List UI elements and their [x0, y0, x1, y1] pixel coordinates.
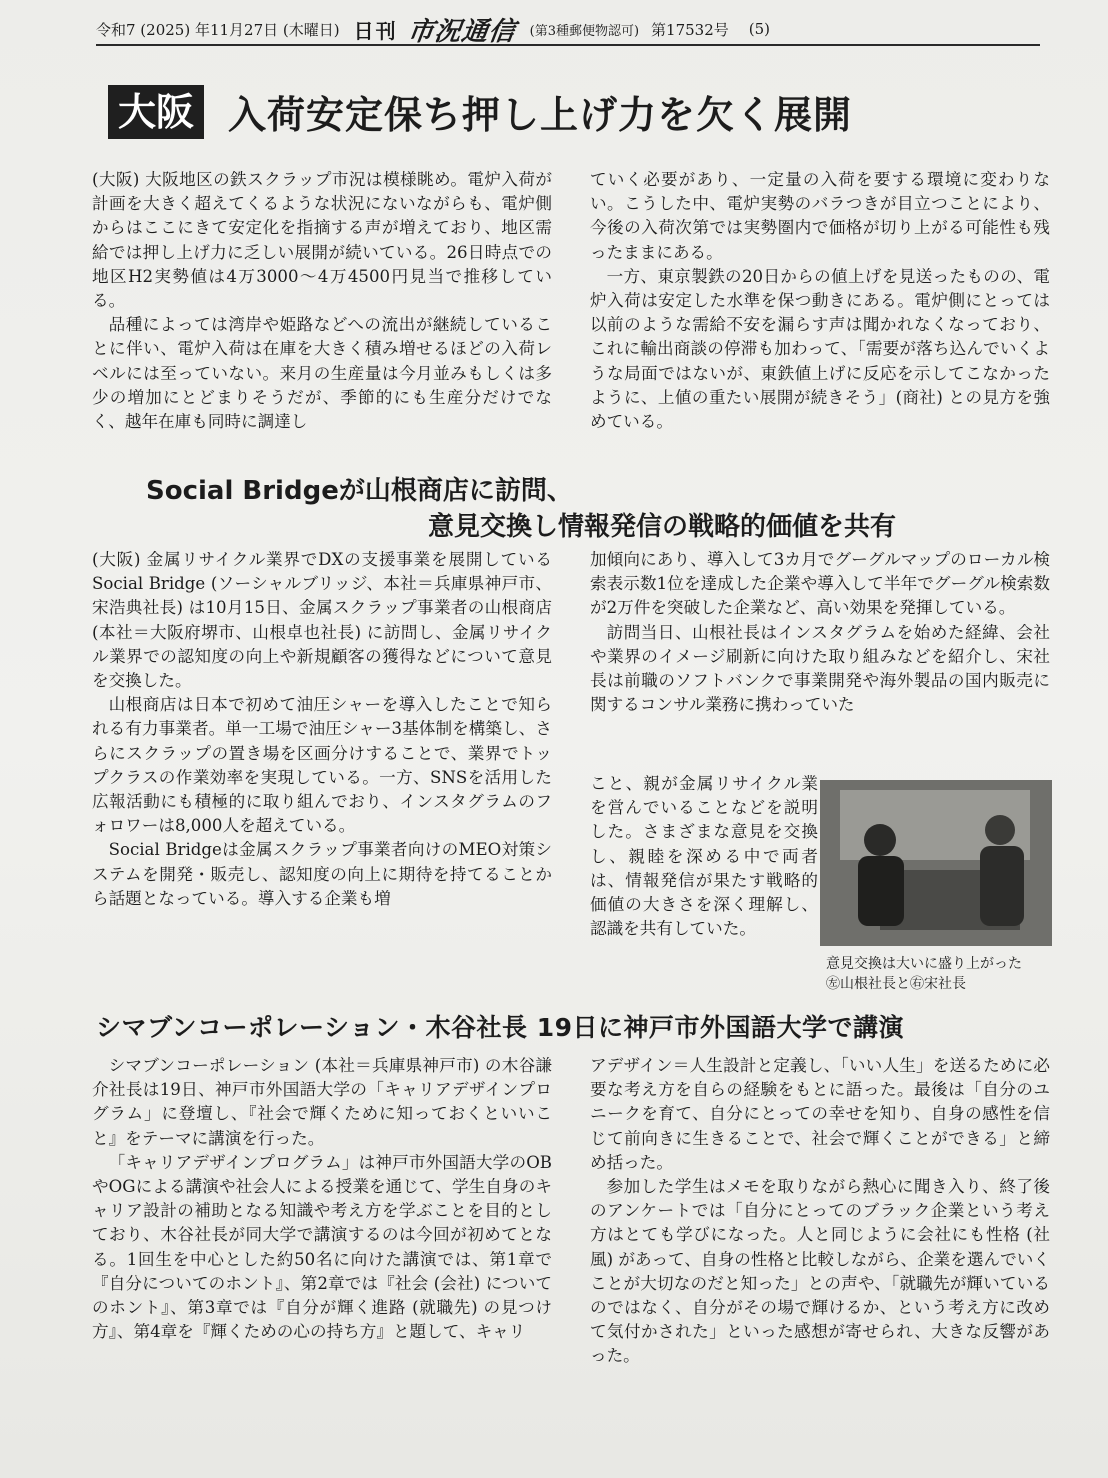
paragraph: 訪問当日、山根社長はインスタグラムを始めた経緯、会社や業界のイメージ刷新に向けた取り組みなどを紹介し、宋社長は前職のソフトバンクで事業開発や海外製品の国内販売に関するコンサル業務に携わっていた	[590, 622, 1050, 715]
brand-small: 日刊	[353, 18, 398, 43]
article2-left-column	[92, 548, 552, 911]
issue-number: 第17532号	[651, 20, 729, 39]
article2-narrow-column	[590, 772, 818, 941]
region-tag: 大阪	[108, 85, 204, 139]
postal-permit: (第3種郵便物認可)	[529, 23, 640, 39]
article3-right-column	[590, 1054, 1050, 1369]
caption-line: ㊧山根社長と㊨宋社長	[826, 976, 966, 992]
article2-right-column	[590, 548, 1050, 717]
paragraph: 一方、東京製鉄の20日からの値上げを見送ったものの、電炉入荷は安定した水準を保つ動きにある。電炉側にとっては以前のような需給不安を漏らす声は聞かれなくなっており、これに輸出商談の停滞も加わって、「需要が落ち込んでいくような局面ではないが、東鉄値上げに反応を示してこなかったように、上値の重たい展開が続きそう」(商社) との見方を強めている。	[590, 266, 1050, 432]
photo-caption	[826, 954, 1058, 994]
masthead	[96, 14, 1040, 46]
paragraph: 参加した学生はメモを取りながら熱心に聞き入り、終了後のアンケートでは「自分にとってのブラック企業という考え方はとても学びになった。人と同じように会社にも性格 (社風) があって、自身の性格と比較しながら、企業を選んでいくことが大切なのだと知った」との声や、「就職先が輝いているのではなく、自分がその場で輝けるか、という考え方に改めて気付かされた」といった感想が寄せられ、大きな反響があった。	[590, 1177, 1050, 1366]
article3-left-column	[92, 1054, 552, 1344]
paragraph: ていく必要があり、一定量の入荷を要する環境に変わりない。こうした中、電炉実勢のバラつきが目立つことにより、今後の入荷次第では実勢圏内で価格が切り上がる可能性も残ったままにある。	[590, 170, 1050, 262]
brand-logo: 市況通信	[405, 16, 518, 47]
article2-title-line1: Social Bridgeが山根商店に訪問、	[146, 476, 573, 506]
article1-title: 入荷安定保ち押し上げ力を欠く展開	[228, 93, 853, 137]
article3-title: シマブンコーポレーション・木谷社長 19日に神戸市外国語大学で講演	[96, 1013, 904, 1042]
caption-line: 意見交換は大いに盛り上がった	[826, 956, 1022, 972]
article1-headline	[108, 84, 852, 139]
paragraph: (大阪) 大阪地区の鉄スクラップ市況は模様眺め。電炉入荷が計画を大きく超えてくるような状況にないながらも、電炉側からはここにきて安定化を指摘する声が増えており、地区需給では押し上げ力に乏しい展開が続いている。26日時点での地区H2実勢値は4万3000～4万4500円見当で推移している。	[92, 170, 552, 311]
page-number: (5)	[748, 20, 771, 38]
article1-right-column	[590, 168, 1050, 434]
paragraph: Social Bridgeは金属スクラップ事業者向けのMEO対策システムを開発・販売し、認知度の向上に期待を持てることから話題となっている。導入する企業も増	[92, 840, 552, 908]
article1-left-column	[92, 168, 552, 434]
article2-title-line2: 意見交換し情報発信の戦略的価値を共有	[428, 512, 897, 542]
issue-date: 令和7 (2025) 年11月27日 (木曜日)	[96, 20, 340, 39]
paragraph: 「キャリアデザインプログラム」は神戸市外国語大学のOBやOGによる講演や社会人による授業を通じて、学生自身のキャリア設計の補助となる知識や考え方を学ぶことを目的としており、木谷社長が同大学で講演するのは今回が初めてとなる。1回生を中心とした約50名に向けた講演では、第1章で『自分についてのホント』、第2章では『社会 (会社) についてのホント』、第3章では『自分が輝く進路 (就職先) の見つけ方』、第4章を『輝くための心の持ち方』と題して、キャリ	[92, 1152, 552, 1342]
paragraph: アデザイン＝人生設計と定義し、「いい人生」を送るために必要な考え方を自らの経験をもとに語った。最後は「自分のユニークを育て、自分にとっての幸せを知り、自身の感性を信じて前向きに生きることで、社会で輝くことができる」と締め括った。	[590, 1056, 1050, 1172]
paragraph: シマブンコーポレーション (本社＝兵庫県神戸市) の木谷謙介社長は19日、神戸市外国語大学の「キャリアデザインプログラム」に登壇し、『社会で輝くために知っておくといいこと』をテーマに講演を行った。	[92, 1056, 552, 1148]
paragraph: (大阪) 金属リサイクル業界でDXの支援事業を展開しているSocial Bridge (ソーシャルブリッジ、本社＝兵庫県神戸市、宋浩典社長) は10月15日、金属スクラップ事業者の山根商店 (本社＝大阪府堺市、山根卓也社長) に訪問し、金属リサイクル業界での認知度の向上や新規顧客の獲得などについて意見を交換した。	[92, 550, 552, 691]
paragraph: 加傾向にあり、導入して3カ月でグーグルマップのローカル検索表示数1位を達成した企業や導入して半年でグーグル検索数が2万件を突破した企業など、高い効果を発揮している。	[590, 550, 1050, 618]
photo-illustration	[820, 780, 1052, 946]
paragraph: 山根商店は日本で初めて油圧シャーを導入したことで知られる有力事業者。単一工場で油圧シャー3基体制を構築し、さらにスクラップの置き場を区画分けすることで、業界でトップクラスの作業効率を実現している。一方、SNSを活用した広報活動にも積極的に取り組んでおり、インスタグラムのフォロワーは8,000人を超えている。	[92, 695, 552, 836]
meeting-photo	[820, 780, 1052, 946]
paragraph: こと、親が金属リサイクル業を営んでいることなどを説明した。さまざまな意見を交換し、親睦を深める中で両者は、情報発信が果たす戦略的価値の大きさを深く理解し、認識を共有していた。	[590, 774, 818, 939]
paragraph: 品種によっては湾岸や姫路などへの流出が継続していることに伴い、電炉入荷は在庫を大きく積み増せるほどの入荷レベルには至っていない。来月の生産量は今月並みもしくは多少の増加にとどまりそうだが、季節的にも生産分だけでなく、越年在庫も同時に調達し	[92, 315, 552, 432]
